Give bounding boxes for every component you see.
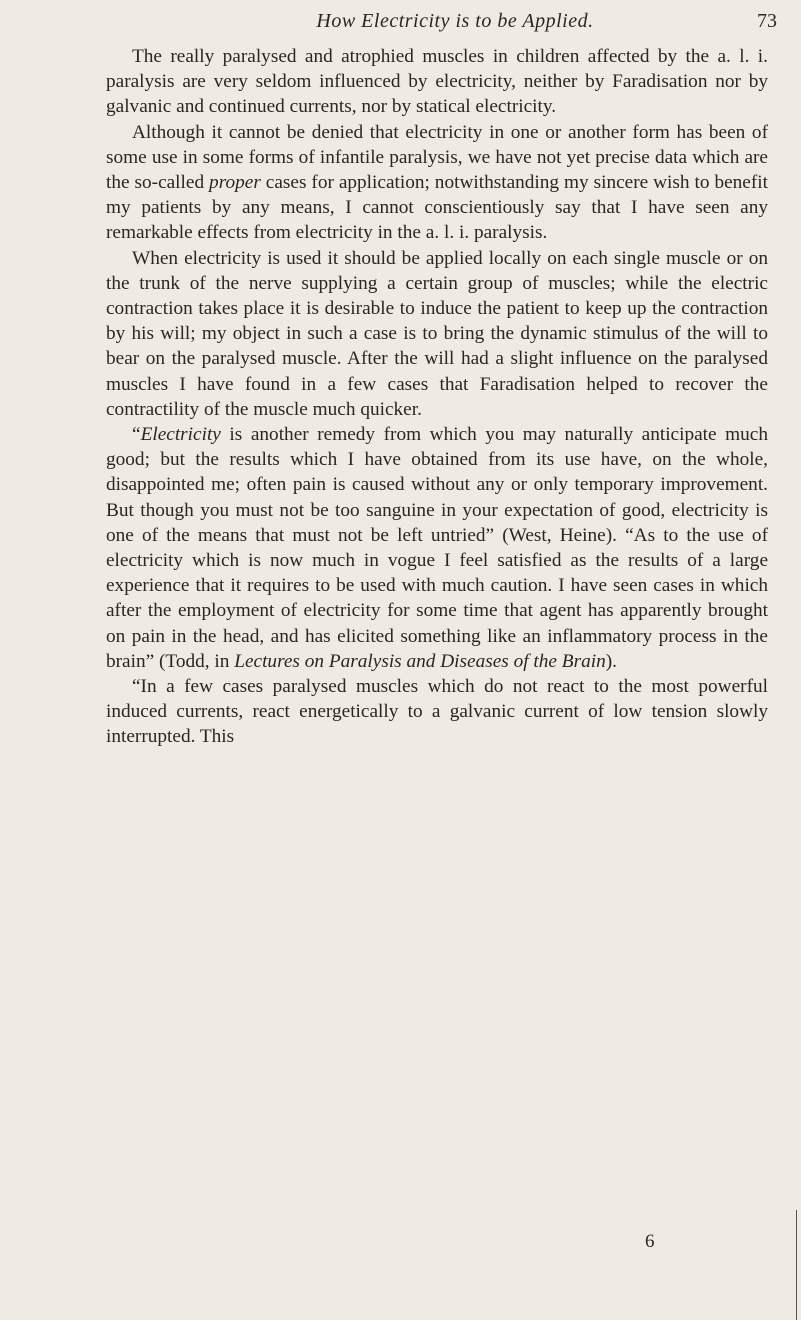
text-run: “ <box>132 424 141 446</box>
paragraph <box>106 44 768 120</box>
italic-text-run: Lectures on Paralysis and Diseases of the Brain <box>234 650 606 672</box>
text-run: When electricity is used it should be applied locally on each single muscle or on the trunk of the nerve supplying a certain group of muscles; while the electric contraction takes place it is desirable to induce the patient to keep up the contraction by his will; my object in such a case is to bring the dynamic stimulus of the will to bear on the paralysed muscle. After the will had a slight influence on the paralysed muscles I have found in a few cases that Faradisation helped to recover the contractility of the muscle much quicker. <box>106 247 768 420</box>
italic-text-run: Electricity <box>140 424 221 446</box>
body-text <box>106 44 768 750</box>
paragraph <box>106 674 768 750</box>
page-number: 73 <box>757 10 777 32</box>
paragraph <box>106 422 768 674</box>
text-run: is another remedy from which you may naturally anticipate much good; but the results which I have obtained from its use have, on the whole, disappointed me; often pain is caused without any or only temporary improvement. But though you must not be too sanguine in your expectation of good, electricity is one of the means that must not be left untried” (West, Heine). “As to the use of electricity which is now much in vogue I feel satisfied as the results of a large experience that it requires to be used with much caution. I have seen cases in which after the employment of electricity for some time that agent has apparently brought on pain in the head, and has elicited something like an inflammatory process in the brain” (Todd, in <box>106 424 768 672</box>
text-run: Although it cannot be denied that electricity in one or another form has been of some use in some forms of infantile paralysis, we have not yet precise data which are the so-called <box>106 121 768 194</box>
paragraph <box>106 120 768 246</box>
page-header <box>110 10 800 42</box>
running-title: How Electricity is to be Applied. <box>316 10 594 32</box>
italic-text-run: proper <box>209 172 261 194</box>
text-run: cases for application; notwithstanding my sincere wish to benefit my patients by any means, I cannot conscientiously say that I have seen any remarkable effects from electricity in the a. l. i. paralysis. <box>106 172 768 244</box>
signature-mark: 6 <box>645 1231 655 1252</box>
text-run: The really paralysed and atrophied muscles in children affected by the a. l. i. paralysis are very seldom influenced by electricity, neither by Faradisation nor by galvanic and continued currents, nor by statical electricity. <box>106 46 768 118</box>
page-edge-shadow <box>796 1210 797 1320</box>
text-run: “In a few cases paralysed muscles which do not react to the most powerful induced currents, react energetically to a galvanic current of low tension slowly interrupted. This <box>106 676 768 748</box>
paragraph <box>106 246 768 422</box>
text-run: ). <box>605 650 617 672</box>
